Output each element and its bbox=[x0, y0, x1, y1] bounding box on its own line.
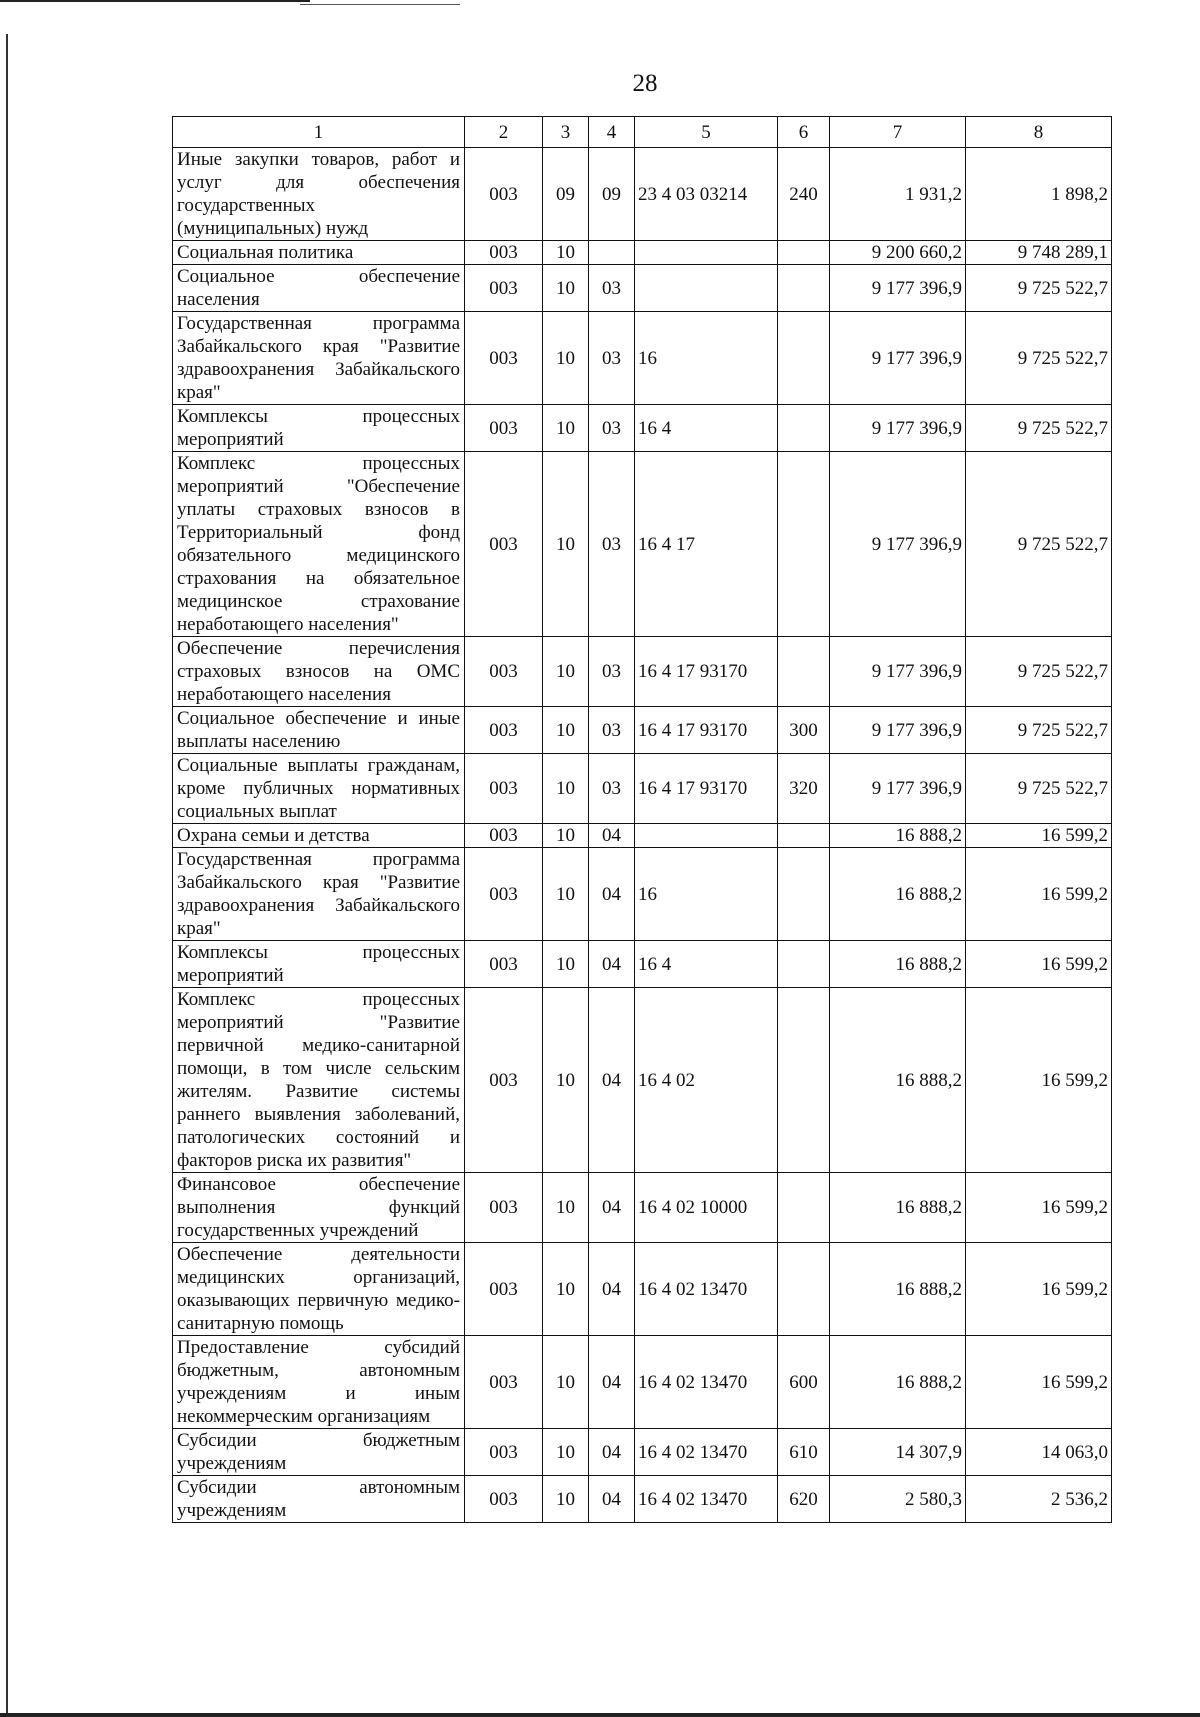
gu-code-cell: 003 bbox=[465, 824, 543, 848]
subsection-cell: 03 bbox=[589, 312, 635, 405]
gu-code-cell: 003 bbox=[465, 988, 543, 1173]
section-cell: 10 bbox=[543, 1243, 589, 1336]
expense-type-cell: 610 bbox=[778, 1429, 830, 1476]
table-row bbox=[173, 1476, 1112, 1523]
subsection-cell: 04 bbox=[589, 1243, 635, 1336]
expense-type-cell bbox=[778, 637, 830, 707]
table-row bbox=[173, 754, 1112, 824]
row-name-cell: Социальная политика bbox=[173, 241, 465, 265]
table-row bbox=[173, 265, 1112, 312]
amount-year2-cell: 2 536,2 bbox=[966, 1476, 1112, 1523]
section-cell: 10 bbox=[543, 988, 589, 1173]
row-name-cell: Комплексы процессных мероприятий bbox=[173, 941, 465, 988]
row-name-cell: Комплекс процессных мероприятий "Развитие первичной медико-санитарной помощи, в том числе сельским жителям. Развитие системы раннего выявления заболеваний, патологических состояний и факторов риска их развития" bbox=[173, 988, 465, 1173]
amount-year1-cell: 1 931,2 bbox=[830, 148, 966, 241]
header-row bbox=[173, 117, 1112, 148]
row-name-cell: Иные закупки товаров, работ и услуг для обеспечения государственных (муниципальных) нужд bbox=[173, 148, 465, 241]
scan-edge-left bbox=[6, 34, 8, 1717]
amount-year2-cell: 16 599,2 bbox=[966, 1243, 1112, 1336]
subsection-cell: 04 bbox=[589, 824, 635, 848]
subsection-cell: 04 bbox=[589, 1173, 635, 1243]
table-row bbox=[173, 148, 1112, 241]
expense-type-cell: 300 bbox=[778, 707, 830, 754]
amount-year1-cell: 2 580,3 bbox=[830, 1476, 966, 1523]
gu-code-cell: 003 bbox=[465, 1243, 543, 1336]
row-name-cell: Финансовое обеспечение выполнения функций государственных учреждений bbox=[173, 1173, 465, 1243]
column-header: 1 bbox=[173, 117, 465, 148]
amount-year1-cell: 9 177 396,9 bbox=[830, 754, 966, 824]
section-cell: 10 bbox=[543, 405, 589, 452]
amount-year1-cell: 9 177 396,9 bbox=[830, 707, 966, 754]
table-row bbox=[173, 988, 1112, 1173]
table-row bbox=[173, 241, 1112, 265]
target-article-cell: 16 4 bbox=[635, 941, 778, 988]
table-row bbox=[173, 1243, 1112, 1336]
expense-type-cell bbox=[778, 848, 830, 941]
table-row bbox=[173, 941, 1112, 988]
expense-type-cell bbox=[778, 941, 830, 988]
target-article-cell: 16 4 17 93170 bbox=[635, 707, 778, 754]
subsection-cell: 04 bbox=[589, 988, 635, 1173]
row-name-cell: Государственная программа Забайкальского края "Развитие здравоохранения Забайкальского края" bbox=[173, 848, 465, 941]
amount-year1-cell: 9 177 396,9 bbox=[830, 312, 966, 405]
scan-edge-top-thin bbox=[300, 4, 460, 5]
amount-year2-cell: 16 599,2 bbox=[966, 824, 1112, 848]
row-name-cell: Охрана семьи и детства bbox=[173, 824, 465, 848]
column-header: 5 bbox=[635, 117, 778, 148]
section-cell: 10 bbox=[543, 241, 589, 265]
column-header: 7 bbox=[830, 117, 966, 148]
row-name-cell: Субсидии бюджетным учреждениям bbox=[173, 1429, 465, 1476]
gu-code-cell: 003 bbox=[465, 1173, 543, 1243]
amount-year1-cell: 16 888,2 bbox=[830, 941, 966, 988]
subsection-cell bbox=[589, 241, 635, 265]
expense-type-cell bbox=[778, 988, 830, 1173]
row-name-cell: Комплексы процессных мероприятий bbox=[173, 405, 465, 452]
gu-code-cell: 003 bbox=[465, 1429, 543, 1476]
column-header: 3 bbox=[543, 117, 589, 148]
gu-code-cell: 003 bbox=[465, 941, 543, 988]
gu-code-cell: 003 bbox=[465, 148, 543, 241]
target-article-cell: 16 4 bbox=[635, 405, 778, 452]
gu-code-cell: 003 bbox=[465, 637, 543, 707]
section-cell: 10 bbox=[543, 1173, 589, 1243]
amount-year2-cell: 9 725 522,7 bbox=[966, 405, 1112, 452]
amount-year2-cell: 9 725 522,7 bbox=[966, 637, 1112, 707]
table-row bbox=[173, 452, 1112, 637]
amount-year1-cell: 9 177 396,9 bbox=[830, 637, 966, 707]
section-cell: 10 bbox=[543, 312, 589, 405]
subsection-cell: 04 bbox=[589, 1476, 635, 1523]
expense-type-cell bbox=[778, 241, 830, 265]
amount-year2-cell: 16 599,2 bbox=[966, 988, 1112, 1173]
target-article-cell: 16 4 02 bbox=[635, 988, 778, 1173]
section-cell: 10 bbox=[543, 754, 589, 824]
subsection-cell: 04 bbox=[589, 848, 635, 941]
section-cell: 09 bbox=[543, 148, 589, 241]
section-cell: 10 bbox=[543, 637, 589, 707]
section-cell: 10 bbox=[543, 848, 589, 941]
gu-code-cell: 003 bbox=[465, 848, 543, 941]
amount-year2-cell: 16 599,2 bbox=[966, 1336, 1112, 1429]
gu-code-cell: 003 bbox=[465, 1476, 543, 1523]
gu-code-cell: 003 bbox=[465, 405, 543, 452]
row-name-cell: Обеспечение перечисления страховых взносов на ОМС неработающего населения bbox=[173, 637, 465, 707]
amount-year1-cell: 9 177 396,9 bbox=[830, 265, 966, 312]
amount-year2-cell: 16 599,2 bbox=[966, 1173, 1112, 1243]
table-row bbox=[173, 1336, 1112, 1429]
table-row bbox=[173, 312, 1112, 405]
expense-type-cell bbox=[778, 1243, 830, 1336]
amount-year1-cell: 16 888,2 bbox=[830, 1336, 966, 1429]
target-article-cell: 16 4 17 bbox=[635, 452, 778, 637]
expense-type-cell: 620 bbox=[778, 1476, 830, 1523]
amount-year1-cell: 16 888,2 bbox=[830, 1173, 966, 1243]
column-header: 2 bbox=[465, 117, 543, 148]
amount-year2-cell: 9 725 522,7 bbox=[966, 452, 1112, 637]
expense-type-cell bbox=[778, 265, 830, 312]
target-article-cell: 16 4 02 10000 bbox=[635, 1173, 778, 1243]
row-name-cell: Обеспечение деятельности медицинских организаций, оказывающих первичную медико-санитарную помощь bbox=[173, 1243, 465, 1336]
amount-year1-cell: 9 177 396,9 bbox=[830, 405, 966, 452]
target-article-cell: 16 4 02 13470 bbox=[635, 1476, 778, 1523]
subsection-cell: 03 bbox=[589, 754, 635, 824]
amount-year2-cell: 14 063,0 bbox=[966, 1429, 1112, 1476]
row-name-cell: Социальные выплаты гражданам, кроме публичных нормативных социальных выплат bbox=[173, 754, 465, 824]
target-article-cell bbox=[635, 824, 778, 848]
row-name-cell: Социальное обеспечение и иные выплаты населению bbox=[173, 707, 465, 754]
section-cell: 10 bbox=[543, 707, 589, 754]
table-row bbox=[173, 1429, 1112, 1476]
section-cell: 10 bbox=[543, 1476, 589, 1523]
section-cell: 10 bbox=[543, 265, 589, 312]
amount-year1-cell: 14 307,9 bbox=[830, 1429, 966, 1476]
expense-type-cell: 600 bbox=[778, 1336, 830, 1429]
amount-year2-cell: 1 898,2 bbox=[966, 148, 1112, 241]
target-article-cell: 16 4 02 13470 bbox=[635, 1336, 778, 1429]
row-name-cell: Государственная программа Забайкальского края "Развитие здравоохранения Забайкальского края" bbox=[173, 312, 465, 405]
table-row bbox=[173, 637, 1112, 707]
amount-year2-cell: 16 599,2 bbox=[966, 941, 1112, 988]
section-cell: 10 bbox=[543, 941, 589, 988]
expense-type-cell bbox=[778, 312, 830, 405]
target-article-cell: 16 bbox=[635, 312, 778, 405]
gu-code-cell: 003 bbox=[465, 312, 543, 405]
target-article-cell: 16 4 02 13470 bbox=[635, 1243, 778, 1336]
expense-type-cell bbox=[778, 405, 830, 452]
amount-year1-cell: 16 888,2 bbox=[830, 848, 966, 941]
row-name-cell: Социальное обеспечение населения bbox=[173, 265, 465, 312]
subsection-cell: 03 bbox=[589, 265, 635, 312]
target-article-cell: 16 bbox=[635, 848, 778, 941]
subsection-cell: 04 bbox=[589, 941, 635, 988]
section-cell: 10 bbox=[543, 824, 589, 848]
amount-year2-cell: 9 748 289,1 bbox=[966, 241, 1112, 265]
table-row bbox=[173, 824, 1112, 848]
table-row bbox=[173, 405, 1112, 452]
amount-year2-cell: 9 725 522,7 bbox=[966, 707, 1112, 754]
expense-type-cell: 320 bbox=[778, 754, 830, 824]
section-cell: 10 bbox=[543, 1336, 589, 1429]
target-article-cell bbox=[635, 241, 778, 265]
target-article-cell: 16 4 02 13470 bbox=[635, 1429, 778, 1476]
gu-code-cell: 003 bbox=[465, 707, 543, 754]
expense-type-cell bbox=[778, 452, 830, 637]
amount-year2-cell: 16 599,2 bbox=[966, 848, 1112, 941]
target-article-cell bbox=[635, 265, 778, 312]
subsection-cell: 04 bbox=[589, 1429, 635, 1476]
expense-type-cell bbox=[778, 1173, 830, 1243]
amount-year1-cell: 16 888,2 bbox=[830, 1243, 966, 1336]
subsection-cell: 03 bbox=[589, 405, 635, 452]
subsection-cell: 03 bbox=[589, 707, 635, 754]
gu-code-cell: 003 bbox=[465, 241, 543, 265]
expense-type-cell: 240 bbox=[778, 148, 830, 241]
row-name-cell: Комплекс процессных мероприятий "Обеспечение уплаты страховых взносов в Территориальный фонд обязательного медицинского страхования на обязательное медицинское страхование неработающего населения" bbox=[173, 452, 465, 637]
target-article-cell: 16 4 17 93170 bbox=[635, 637, 778, 707]
amount-year2-cell: 9 725 522,7 bbox=[966, 754, 1112, 824]
section-cell: 10 bbox=[543, 1429, 589, 1476]
subsection-cell: 04 bbox=[589, 1336, 635, 1429]
subsection-cell: 03 bbox=[589, 637, 635, 707]
table-row bbox=[173, 707, 1112, 754]
subsection-cell: 03 bbox=[589, 452, 635, 637]
column-header: 6 bbox=[778, 117, 830, 148]
amount-year2-cell: 9 725 522,7 bbox=[966, 312, 1112, 405]
page-number: 28 bbox=[632, 70, 658, 97]
expense-type-cell bbox=[778, 824, 830, 848]
table-row bbox=[173, 1173, 1112, 1243]
column-header: 8 bbox=[966, 117, 1112, 148]
target-article-cell: 23 4 03 03214 bbox=[635, 148, 778, 241]
budget-table bbox=[172, 116, 1112, 1523]
scan-edge-top bbox=[0, 0, 310, 2]
amount-year1-cell: 9 177 396,9 bbox=[830, 452, 966, 637]
gu-code-cell: 003 bbox=[465, 1336, 543, 1429]
gu-code-cell: 003 bbox=[465, 452, 543, 637]
table-row bbox=[173, 848, 1112, 941]
amount-year1-cell: 16 888,2 bbox=[830, 988, 966, 1173]
amount-year1-cell: 16 888,2 bbox=[830, 824, 966, 848]
amount-year2-cell: 9 725 522,7 bbox=[966, 265, 1112, 312]
section-cell: 10 bbox=[543, 452, 589, 637]
amount-year1-cell: 9 200 660,2 bbox=[830, 241, 966, 265]
table-body bbox=[173, 117, 1112, 1523]
target-article-cell: 16 4 17 93170 bbox=[635, 754, 778, 824]
gu-code-cell: 003 bbox=[465, 265, 543, 312]
subsection-cell: 09 bbox=[589, 148, 635, 241]
scan-edge-bottom bbox=[0, 1713, 1200, 1717]
row-name-cell: Предоставление субсидий бюджетным, автономным учреждениям и иным некоммерческим организациям bbox=[173, 1336, 465, 1429]
row-name-cell: Субсидии автономным учреждениям bbox=[173, 1476, 465, 1523]
gu-code-cell: 003 bbox=[465, 754, 543, 824]
column-header: 4 bbox=[589, 117, 635, 148]
